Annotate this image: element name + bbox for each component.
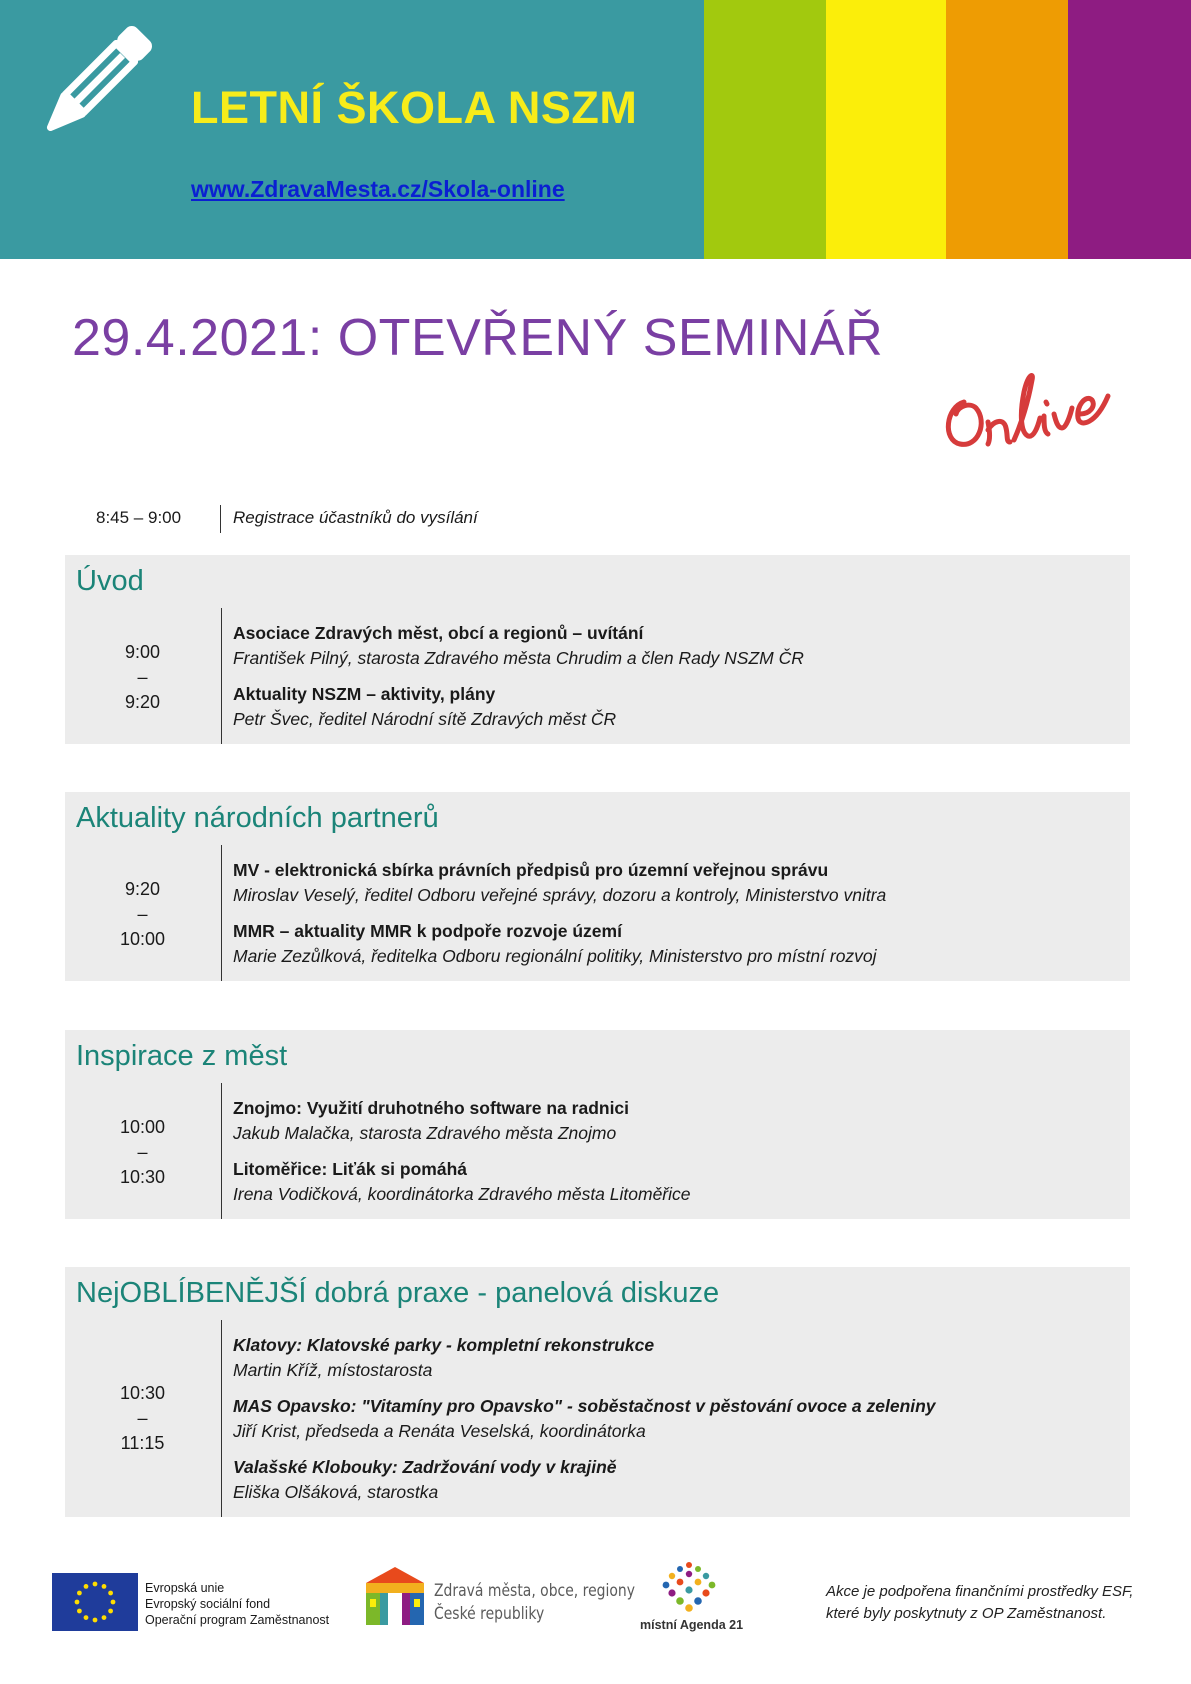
item-speaker: František Pilný, starosta Zdravého města Chrudim a člen Rady NSZM ČR [233,648,804,668]
program-items [233,1333,936,1516]
time-separator: – [137,904,148,924]
stripe-purple [1068,0,1191,259]
stripe-orange [946,0,1068,259]
section-divider [221,845,222,981]
time-end: 11:15 [120,1433,165,1453]
section-time [65,877,220,952]
section-city-inspiration [65,1030,1130,1219]
healthy-cities-logo-icon [362,1565,428,1627]
program-item [233,1394,936,1444]
registration-text: Registrace účastníků do vysílání [233,508,478,527]
section-uvod [65,555,1130,744]
eu-line: Evropská unie [145,1581,225,1595]
time-end: 10:00 [119,929,166,949]
pencil-icon [36,24,154,142]
healthy-cities-text [434,1580,635,1626]
eu-text [145,1580,329,1628]
item-title: Asociace Zdravých měst, obcí a regionů – uvítání [233,623,644,643]
time-start: 9:00 [124,642,161,662]
program-item [233,1157,691,1207]
section-best-practice [65,1267,1130,1517]
item-title: MMR – aktuality MMR k podpoře rozvoje území [233,921,622,941]
funding-line: které byly poskytnuty z OP Zaměstnanost. [826,1605,1107,1622]
registration-divider [220,505,221,533]
item-title: Klatovy: Klatovské parky - kompletní rekonstrukce [233,1335,655,1355]
time-end: 9:20 [124,692,161,712]
online-script-logo [936,362,1114,462]
section-divider [221,1083,222,1219]
registration-time: 8:45 – 9:00 [96,508,182,527]
item-speaker: Marie Zezůlková, ředitelka Odboru regionální politiky, Ministerstvo pro místní rozvoj [233,946,877,966]
agenda21-number: 21 [729,1618,744,1632]
section-time [65,1381,220,1456]
agenda21-dots-icon [660,1561,718,1613]
agenda21-text [640,1618,743,1632]
item-speaker: Jakub Malačka, starosta Zdravého města Znojmo [233,1123,617,1143]
funding-note [826,1581,1133,1625]
section-title: Aktuality národních partnerů [76,802,439,834]
item-speaker: Eliška Olšáková, starostka [233,1482,439,1502]
time-separator: – [137,1408,148,1428]
section-national-partners [65,792,1130,981]
item-title: Litoměřice: Liťák si pomáhá [233,1159,468,1179]
time-start: 10:00 [119,1117,166,1137]
section-time [65,1115,220,1190]
eu-line: Evropský sociální fond [145,1597,271,1611]
eu-line: Operační program Zaměstnanost [145,1613,330,1627]
zm-line: České republiky [434,1604,545,1624]
item-speaker: Martin Kříž, místostarosta [233,1360,433,1380]
agenda21-label: místní Agenda [640,1618,726,1632]
time-start: 10:30 [119,1383,166,1403]
item-title: Znojmo: Využití druhotného software na radnici [233,1098,630,1118]
section-divider [221,1320,222,1517]
program-items [233,1096,691,1218]
item-title: Aktuality NSZM – aktivity, plány [233,684,496,704]
time-start: 9:20 [124,879,161,899]
item-title: MV - elektronická sbírka právních předpisů pro územní veřejnou správu [233,860,829,880]
program-item [233,858,886,908]
time-separator: – [137,1142,148,1162]
section-title: NejOBLÍBENĚJŠÍ dobrá praxe - panelová diskuze [76,1277,720,1309]
program-item [233,682,804,732]
page-title: 29.4.2021: OTEVŘENÝ SEMINÁŘ [72,309,884,367]
section-title: Úvod [76,565,144,597]
item-title: Valašské Klobouky: Zadržování vody v krajině [233,1457,617,1477]
program-item [233,1455,936,1505]
section-divider [221,608,222,744]
header-banner [0,0,1191,259]
program-item [233,1096,691,1146]
program-items [233,621,804,743]
eu-flag-icon [52,1573,138,1631]
item-speaker: Jiří Krist, předseda a Renáta Veselská, koordinátorka [233,1421,646,1441]
section-title: Inspirace z měst [76,1040,288,1072]
item-speaker: Petr Švec, ředitel Národní sítě Zdravých měst ČR [233,709,617,729]
section-time [65,640,220,715]
funding-line: Akce je podpořena finančními prostředky ESF, [826,1583,1134,1600]
program-item [233,1333,936,1383]
zm-line: Zdravá města, obce, regiony [434,1581,636,1601]
time-separator: – [137,667,148,687]
program-item [233,621,804,671]
item-speaker: Irena Vodičková, koordinátorka Zdravého města Litoměřice [233,1184,691,1204]
time-end: 10:30 [119,1167,166,1187]
website-link[interactable]: www.ZdravaMesta.cz/Skola-online [191,176,565,202]
item-speaker: Miroslav Veselý, ředitel Odboru veřejné správy, dozoru a kontroly, Ministerstvo vnitra [233,885,887,905]
program-item [233,919,886,969]
program-items [233,858,886,980]
item-title: MAS Opavsko: "Vitamíny pro Opavsko" - soběstačnost v pěstování ovoce a zeleniny [233,1396,936,1416]
stripe-green [704,0,826,259]
stripe-yellow [826,0,946,259]
header-title: LETNÍ ŠKOLA NSZM [191,82,638,133]
